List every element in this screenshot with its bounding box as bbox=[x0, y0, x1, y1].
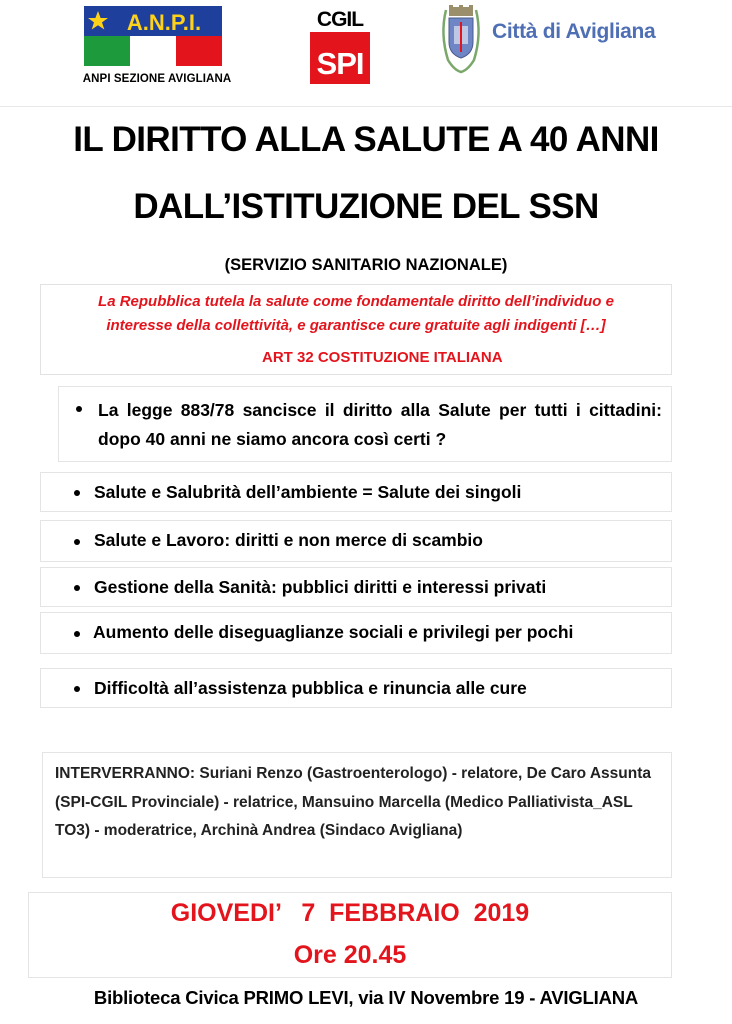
event-venue: Biblioteca Civica PRIMO LEVI, via IV Novembre 19 - AVIGLIANA bbox=[93, 987, 639, 1008]
cgil-text: CGIL bbox=[316, 8, 364, 31]
subtitle: (SERVIZIO SANITARIO NAZIONALE) bbox=[224, 256, 508, 274]
bullet-dot-icon bbox=[74, 539, 80, 545]
header-divider bbox=[0, 106, 732, 107]
cgil-spi-logo bbox=[306, 6, 374, 86]
bullet-item-1: La legge 883/78 sancisce il diritto alla Salute per tutti i cittadini: dopo 40 anni ne siamo ancora così certi ? bbox=[98, 400, 662, 449]
constitution-quote bbox=[40, 290, 672, 338]
city-name: Città di Avigliana bbox=[492, 20, 656, 43]
quote-line-2: interesse della collettività, e garantisce cure gratuite agli indigenti […] bbox=[106, 317, 606, 334]
bullet-dot-icon bbox=[74, 585, 80, 591]
anpi-logo-text: A.N.P.I. bbox=[126, 10, 202, 35]
city-crest-icon bbox=[438, 4, 484, 74]
anpi-caption: ANPI SEZIONE AVIGLIANA bbox=[82, 73, 232, 85]
bullet-item-3: Salute e Lavoro: diritti e non merce di scambio bbox=[94, 530, 483, 550]
bullet-dot-icon bbox=[74, 686, 80, 692]
bullet-item-2: Salute e Salubrità dell’ambiente = Salute dei singoli bbox=[94, 482, 522, 502]
bullet-item-6: Difficoltà all’assistenza pubblica e rinuncia alle cure bbox=[94, 678, 527, 698]
speakers-text: INTERVERRANNO: Suriani Renzo (Gastroenterologo) - relatore, De Caro Assunta (SPI-CGIL Provinciale) - relatrice, Mansuino Marcella (Medico Palliativista_ASL TO3) - moderatrice, Archinà Andrea (Sindaco Avigliana) bbox=[55, 765, 651, 839]
anpi-logo bbox=[84, 6, 222, 66]
event-date: GIOVEDI’ 7 FEBBRAIO 2019 bbox=[170, 899, 530, 927]
bullet-dot-icon bbox=[76, 406, 82, 412]
title-line-1: IL DIRITTO ALLA SALUTE A 40 ANNI bbox=[73, 120, 659, 159]
quote-source: ART 32 COSTITUZIONE ITALIANA bbox=[262, 349, 503, 366]
title-line-2: DALL’ISTITUZIONE DEL SSN bbox=[133, 187, 599, 226]
bullet-item-4: Gestione della Sanità: pubblici diritti e interessi privati bbox=[94, 577, 547, 597]
spi-text: SPI bbox=[316, 46, 364, 81]
bullet-item-5: Aumento delle diseguaglianze sociali e privilegi per pochi bbox=[93, 622, 574, 642]
event-time: Ore 20.45 bbox=[293, 941, 407, 969]
bullet-dot-icon bbox=[74, 631, 80, 637]
quote-line-1: La Repubblica tutela la salute come fondamentale diritto dell’individuo e bbox=[98, 293, 614, 310]
bullet-dot-icon bbox=[74, 490, 80, 496]
